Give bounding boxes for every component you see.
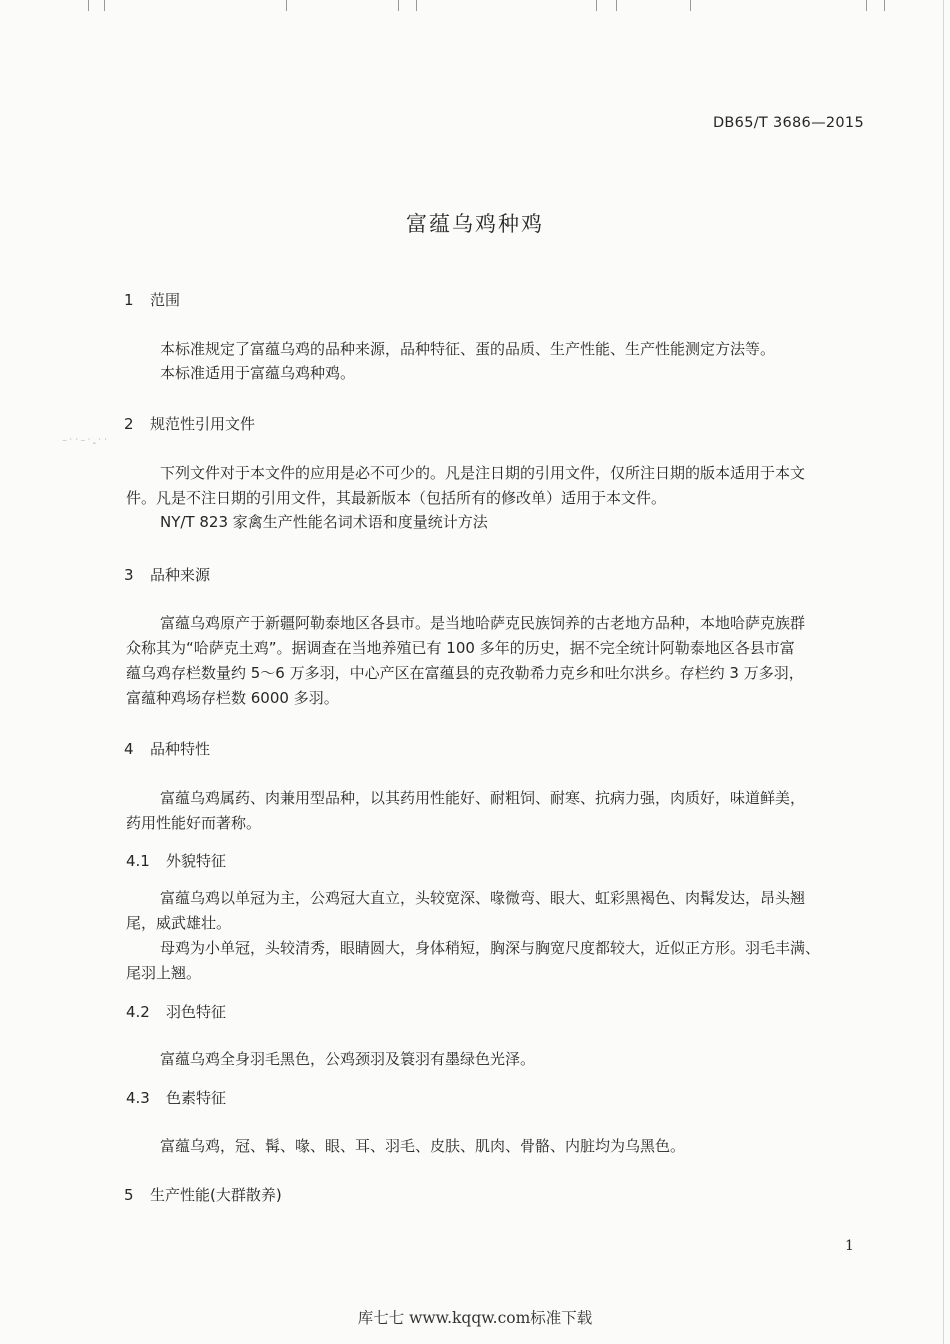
subsection-title: 色素特征	[166, 1089, 227, 1107]
paragraph: 富蕴乌鸡全身羽毛黑色，公鸡颈羽及簑羽有墨绿色光泽。	[160, 1050, 536, 1068]
paragraph-line: 尾羽上翘。	[126, 964, 202, 982]
paragraph-line: 蕴乌鸡存栏数量约 5～6 万多羽，中心产区在富蕴县的克孜勒希力克乡和吐尔洪乡。存栏约 3 万多羽，	[126, 664, 804, 682]
section-title: 规范性引用文件	[150, 415, 256, 433]
subsection-number: 4.2	[126, 1003, 150, 1021]
subsection-heading-4-3	[126, 1087, 226, 1108]
paragraph-line: 富蕴乌鸡原产于新疆阿勒泰地区各县市。是当地哈萨克民族饲养的古老地方品种，本地哈萨克族群	[160, 614, 806, 632]
scan-edge-marks	[0, 0, 950, 14]
paragraph-line: 富蕴乌鸡属药、肉兼用型品种，以其药用性能好、耐粗饲、耐寒、抗病力强，肉质好，味道鲜美，	[160, 789, 806, 807]
page-number: 1	[845, 1238, 854, 1254]
section-heading-2	[124, 413, 255, 434]
document-title: 富蕴乌鸡种鸡	[406, 212, 544, 236]
section-heading-5	[124, 1184, 282, 1205]
paragraph-line: 众称其为“哈萨克土鸡”。据调查在当地养殖已有 100 多年的历史，据不完全统计阿勒泰地区各县市富	[126, 639, 795, 657]
subsection-title: 羽色特征	[166, 1003, 227, 1021]
subsection-heading-4-1	[126, 850, 226, 871]
section-number: 2	[124, 415, 134, 433]
section-heading-1	[124, 289, 180, 310]
paragraph-line: 药用性能好而著称。	[126, 814, 262, 832]
section-heading-4	[124, 738, 210, 759]
paragraph-line: 母鸡为小单冠，头较清秀，眼睛圆大，身体稍短，胸深与胸宽尺度都较大，近似正方形。羽毛丰满、	[160, 939, 821, 957]
section-heading-3	[124, 564, 210, 585]
section-number: 4	[124, 740, 134, 758]
paragraph-line: 件。凡是不注日期的引用文件，其最新版本（包括所有的修改单）适用于本文件。	[126, 489, 667, 507]
paragraph-line: 尾，威武雄壮。	[126, 914, 232, 932]
paragraph-line: 下列文件对于本文件的应用是必不可少的。凡是注日期的引用文件，仅所注日期的版本适用于本文	[160, 464, 806, 482]
section-title: 生产性能(大群散养)	[150, 1186, 282, 1204]
paragraph-line: 富蕴乌鸡以单冠为主，公鸡冠大直立，头较宽深、喙微弯、眼大、虹彩黑褐色、肉髯发达，昂头翘	[160, 889, 806, 907]
scan-smudge: ⁻˙˙⁻˙-˙˙	[62, 438, 110, 449]
subsection-number: 4.1	[126, 852, 150, 870]
section-title: 范围	[150, 291, 181, 309]
reference-item: NY/T 823 家禽生产性能名词术语和度量统计方法	[160, 513, 488, 531]
subsection-title: 外貌特征	[166, 852, 227, 870]
scan-right-edge	[943, 0, 944, 1344]
section-title: 品种来源	[150, 566, 211, 584]
paragraph: 本标准适用于富蕴乌鸡种鸡。	[160, 364, 356, 382]
paragraph: 富蕴乌鸡，冠、髯、喙、眼、耳、羽毛、皮肤、肌肉、骨骼、内脏均为乌黑色。	[160, 1137, 686, 1155]
paragraph: 本标准规定了富蕴乌鸡的品种来源，品种特征、蛋的品质、生产性能、生产性能测定方法等。	[160, 340, 776, 358]
subsection-number: 4.3	[126, 1089, 150, 1107]
section-title: 品种特性	[150, 740, 211, 758]
footer-watermark: 库七七 www.kqqw.com标准下载	[357, 1309, 593, 1327]
section-number: 5	[124, 1186, 134, 1204]
standard-code: DB65/T 3686—2015	[712, 115, 864, 131]
paragraph-line: 富蕴种鸡场存栏数 6000 多羽。	[126, 689, 339, 707]
subsection-heading-4-2	[126, 1001, 226, 1022]
section-number: 1	[124, 291, 134, 309]
section-number: 3	[124, 566, 134, 584]
